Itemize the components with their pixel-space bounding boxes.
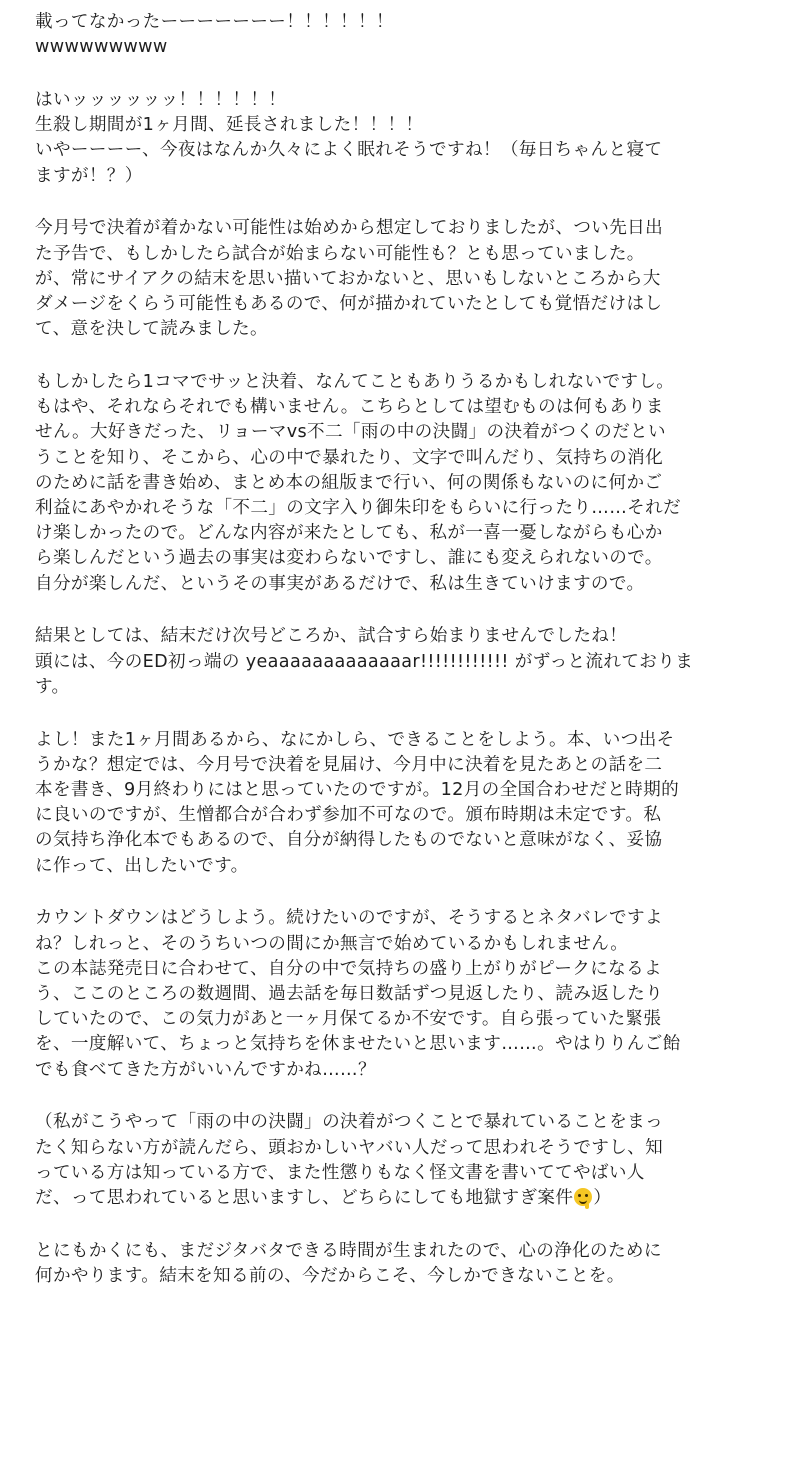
paragraph-9 xyxy=(35,1239,788,1289)
text-line: この本誌発売日に合わせて、自分の中で気持ちの盛り上がりがピークになるよ xyxy=(35,958,662,979)
text-line: のために話を書き始め、まとめ本の組版まで行い、何の関係もないのに何かご xyxy=(35,472,663,493)
text-line: はいッッッッッッ！！！！！！ xyxy=(35,90,287,110)
text-line: ますが！？） xyxy=(35,165,143,186)
text-line: ね？しれっと、そのうちいつの間にか無言で始めているかもしれません。 xyxy=(35,933,629,954)
text-line: うかな？想定では、今月号で決着を見届け、今月中に決着を見たあとの話を二 xyxy=(35,754,663,775)
text-line: 載ってなかったーーーーーーー！！！！！！ xyxy=(35,12,394,32)
text-line: いやーーーー、今夜はなんか久々によく眠れそうですね！（毎日ちゃんと寝て xyxy=(35,140,663,161)
text-line: もしかしたら1コマでサッと決着、なんてこともありうるかもしれないですし。 xyxy=(35,372,675,393)
text-line: 頭には、今のED初っ端の yeaaaaaaaaaaaaar!!!!!!!!!!!! がずっと流れておりま xyxy=(35,651,694,672)
text-line: け楽しかったので。どんな内容が来たとしても、私が一喜一憂しながらも心か xyxy=(35,523,663,544)
text-line: （私がこうやって「雨の中の決闘」の決着がつくことで暴れていることをまっ xyxy=(35,1112,664,1133)
text-line: カウントダウンはどうしよう。続けたいのですが、そうするとネタバレですよ xyxy=(35,908,663,929)
text-line: とにもかくにも、まだジタバタできる時間が生まれたので、心の浄化のために xyxy=(35,1240,662,1261)
text-segment: ） xyxy=(593,1188,612,1209)
text-line: 結果としては、結末だけ次号どころか、試合すら始まりませんでしたね！ xyxy=(35,626,628,647)
text-line: 何かやります。結末を知る前の、今だからこそ、今しかできないことを。 xyxy=(35,1266,625,1287)
paragraph-1 xyxy=(35,10,788,60)
text-line: うことを知り、そこから、心の中で暴れたり、文字で叫んだり、気持ちの消化 xyxy=(35,447,664,468)
paragraph-8 xyxy=(35,1110,788,1211)
text-line: たく知らない方が読んだら、頭おかしいヤバい人だって思われそうですし、知 xyxy=(35,1137,664,1158)
text-line: に作って、出したいです。 xyxy=(35,855,249,876)
text-line: に良いのですが、生憎都合が合わず参加不可なので。頒布時期は未定です。私 xyxy=(35,805,662,826)
text-line: でも食べてきた方がいいんですかね……？ xyxy=(35,1059,376,1080)
text-line: が、常にサイアクの結末を思い描いておかないと、思いもしないところから大 xyxy=(35,268,661,289)
paragraph-6 xyxy=(35,728,788,879)
text-line: っている方は知っている方で、また性懲りもなく怪文書を書いててやばい人 xyxy=(35,1162,645,1183)
text-line: wwwwwwwww xyxy=(35,37,168,58)
text-line: 利益にあやかれそうな「不二」の文字入り御朱印をもらいに行ったり……それだ xyxy=(35,498,681,519)
text-line: 生殺し期間が1ヶ月間、延長されました！！！！ xyxy=(35,115,424,136)
text-line: よし！また1ヶ月間あるから、なにかしら、できることをしよう。本、いつ出そ xyxy=(35,729,675,750)
paragraph-2 xyxy=(35,88,788,189)
paragraph-4 xyxy=(35,370,788,597)
text-line: 自分が楽しんだ、というその事実があるだけで、私は生きていけますので。 xyxy=(35,573,645,594)
text-line: ら楽しんだという過去の事実は変わらないですし、誰にも変えられないので。 xyxy=(35,548,663,569)
text-line: う、ここのところの数週間、過去話を毎日数話ずつ見返したり、読み返したり xyxy=(35,984,664,1005)
text-line: 今月号で決着が着かない可能性は始めから想定しておりましたが、つい先日出 xyxy=(35,218,664,239)
text-line: もはや、それならそれでも構いません。こちらとしては望むものは何もありま xyxy=(35,397,664,418)
text-line-with-emoji xyxy=(35,1186,788,1211)
text-line: す。 xyxy=(35,676,70,697)
text-line: て、意を決して読みました。 xyxy=(35,319,268,340)
text-line: の気持ち浄化本でもあるので、自分が納得したものでないと意味がなく、妥協 xyxy=(35,830,663,851)
text-line: ダメージをくらう可能性もあるので、何が描かれていたとしても覚悟だけはし xyxy=(35,294,663,315)
paragraph-7 xyxy=(35,906,788,1082)
paragraph-5 xyxy=(35,624,788,700)
text-segment: だ、って思われていると思いますし、どちらにしても地獄すぎ案件 xyxy=(35,1188,574,1209)
paragraph-3 xyxy=(35,216,788,342)
text-line: せん。大好きだった、リョーマvs不二「雨の中の決闘」の決着がつくのだとい xyxy=(35,422,666,443)
text-line: た予告で、もしかしたら試合が始まらない可能性も？とも思っていました。 xyxy=(35,243,645,264)
text-line: を、一度解いて、ちょっと気持ちを休ませたいと思います……。やはりりんご飴 xyxy=(35,1034,681,1055)
melting-face-icon xyxy=(574,1188,592,1206)
text-line: 本を書き、9月終わりにはと思っていたのですが。12月の全国合わせだと時期的 xyxy=(35,780,680,801)
text-line: していたので、この気力があと一ヶ月保てるか不安です。自ら張っていた緊張 xyxy=(35,1009,662,1030)
